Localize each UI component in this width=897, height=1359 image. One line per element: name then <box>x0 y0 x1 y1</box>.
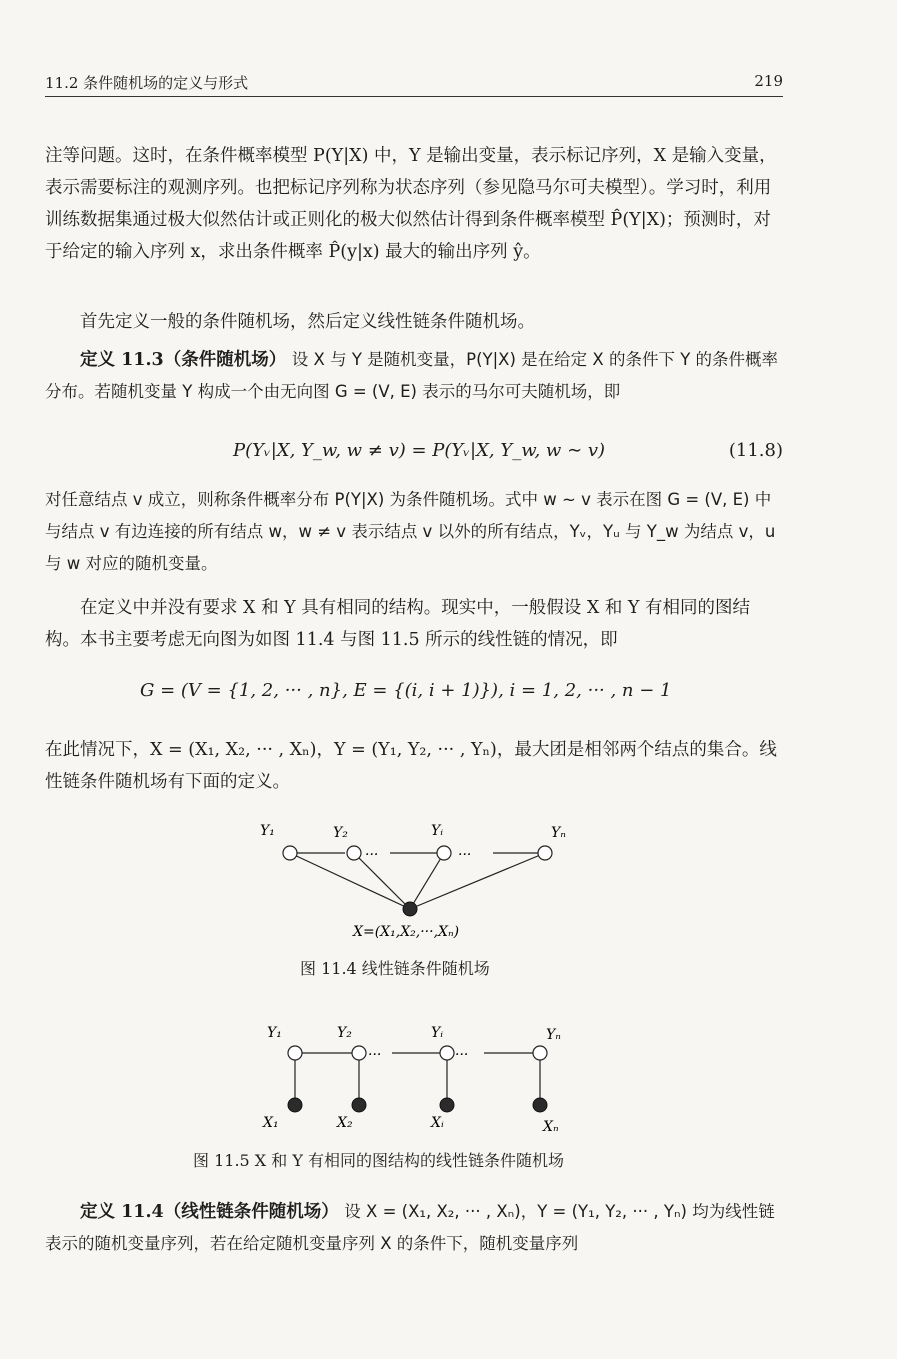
equation-number: (11.8) <box>728 440 783 461</box>
node-y1 <box>288 1046 302 1060</box>
definition-11-4 <box>45 1196 783 1260</box>
figure-11-4-caption: 图 11.4 线性链条件随机场 <box>300 959 490 978</box>
node-y1 <box>283 846 297 860</box>
section-title: 11.2 条件随机场的定义与形式 <box>45 74 249 92</box>
node-yn <box>538 846 552 860</box>
paragraph-definition-cont: 对任意结点 v 成立，则称条件概率分布 P(Y|X) 为条件随机场。式中 w ∼ v 表示在图 G = (V, E) 中与结点 v 有边连接的所有结点 w，w ≠ v 表示结点 v 以外的所有结点，Yᵥ，Yᵤ 与 Y_w 为结点 v，u 与 w 对应的随机变量。 <box>45 490 776 573</box>
definition-11-3 <box>45 344 783 408</box>
node-yi <box>440 1046 454 1060</box>
definition-text: 设 X = (X₁, X₂, ··· , Xₙ)，Y = (Y₁, Y₂, ··· , Yₙ) 均为线性链表示的随机变量序列，若在给定随机变量序列 X 的条件下，随机变量序列 <box>45 1202 775 1253</box>
node-x2 <box>352 1098 366 1112</box>
edge-yi-x <box>410 853 444 909</box>
definition-label: 定义 11.3（条件随机场） <box>80 350 287 370</box>
label-yi: Yᵢ <box>431 1025 444 1041</box>
dots-1: ··· <box>368 1047 382 1063</box>
label-x2: X₂ <box>337 1115 353 1131</box>
definition-label: 定义 11.4（线性链条件随机场） <box>80 1202 339 1222</box>
node-x <box>403 902 417 916</box>
label-yn: Yₙ <box>551 825 566 841</box>
dots-2: ··· <box>455 1047 469 1063</box>
edge-yn-x <box>410 853 545 909</box>
edge-y1-x <box>290 853 410 909</box>
node-xn <box>533 1098 547 1112</box>
page-number: 219 <box>754 72 783 90</box>
label-y2: Y₂ <box>337 1025 352 1041</box>
node-xi <box>440 1098 454 1112</box>
dots-1: ··· <box>365 847 379 863</box>
equation-body: P(Yᵥ|X, Y_w, w ≠ v) = P(Yᵥ|X, Y_w, w ∼ v) <box>233 440 606 461</box>
figure-11-5-diagram <box>240 1015 580 1140</box>
running-header <box>45 68 783 97</box>
dots-2: ··· <box>458 847 472 863</box>
definition-text: 设 X 与 Y 是随机变量，P(Y|X) 是在给定 X 的条件下 Y 的条件概率分布。若随机变量 Y 构成一个由无向图 G = (V, E) 表示的马尔可夫随机场，即 <box>45 350 779 401</box>
label-xi: Xᵢ <box>431 1115 444 1131</box>
node-yn <box>533 1046 547 1060</box>
node-y2 <box>347 846 361 860</box>
figure-11-5-caption: 图 11.5 X 和 Y 有相同的图结构的线性链条件随机场 <box>193 1151 565 1170</box>
node-x1 <box>288 1098 302 1112</box>
label-yn: Yₙ <box>546 1027 561 1043</box>
paragraph-plan: 首先定义一般的条件随机场，然后定义线性链条件随机场。 <box>80 312 535 332</box>
figure-11-4-diagram <box>240 815 580 955</box>
node-yi <box>437 846 451 860</box>
label-y1: Y₁ <box>260 823 275 839</box>
label-x1: X₁ <box>263 1115 279 1131</box>
label-y2: Y₂ <box>333 825 348 841</box>
node-y2 <box>352 1046 366 1060</box>
label-x: X=(X₁,X₂,···,Xₙ) <box>353 924 460 940</box>
edge-y2-x <box>354 853 410 909</box>
label-xn: Xₙ <box>543 1119 559 1135</box>
equation-linear-chain: G = (V = {1, 2, ··· , n}, E = {(i, i + 1)}), i = 1, 2, ··· , n − 1 <box>140 680 672 701</box>
paragraph-linear-case: 在此情况下，X = (X₁, X₂, ··· , Xₙ)，Y = (Y₁, Y₂, ··· , Yₙ)，最大团是相邻两个结点的集合。线性链条件随机场有下面的定义。 <box>45 740 777 792</box>
label-yi: Yᵢ <box>431 823 444 839</box>
paragraph-structure: 在定义中并没有要求 X 和 Y 具有相同的结构。现实中，一般假设 X 和 Y 有相同的图结构。本书主要考虑无向图为如图 11.4 与图 11.5 所示的线性链的情况，即 <box>45 598 751 650</box>
paragraph-intro: 注等问题。这时，在条件概率模型 P(Y|X) 中，Y 是输出变量，表示标记序列，X 是输入变量，表示需要标注的观测序列。也把标记序列称为状态序列（参见隐马尔可夫模型）。学习时，利用训练数据集通过极大似然估计或正则化的极大似然估计得到条件概率模型 P̂(Y|X)；预测时，对于给定的输入序列 x，求出条件概率 P̂(y|x) 最大的输出序列 ŷ。 <box>45 146 777 262</box>
label-y1: Y₁ <box>267 1025 282 1041</box>
